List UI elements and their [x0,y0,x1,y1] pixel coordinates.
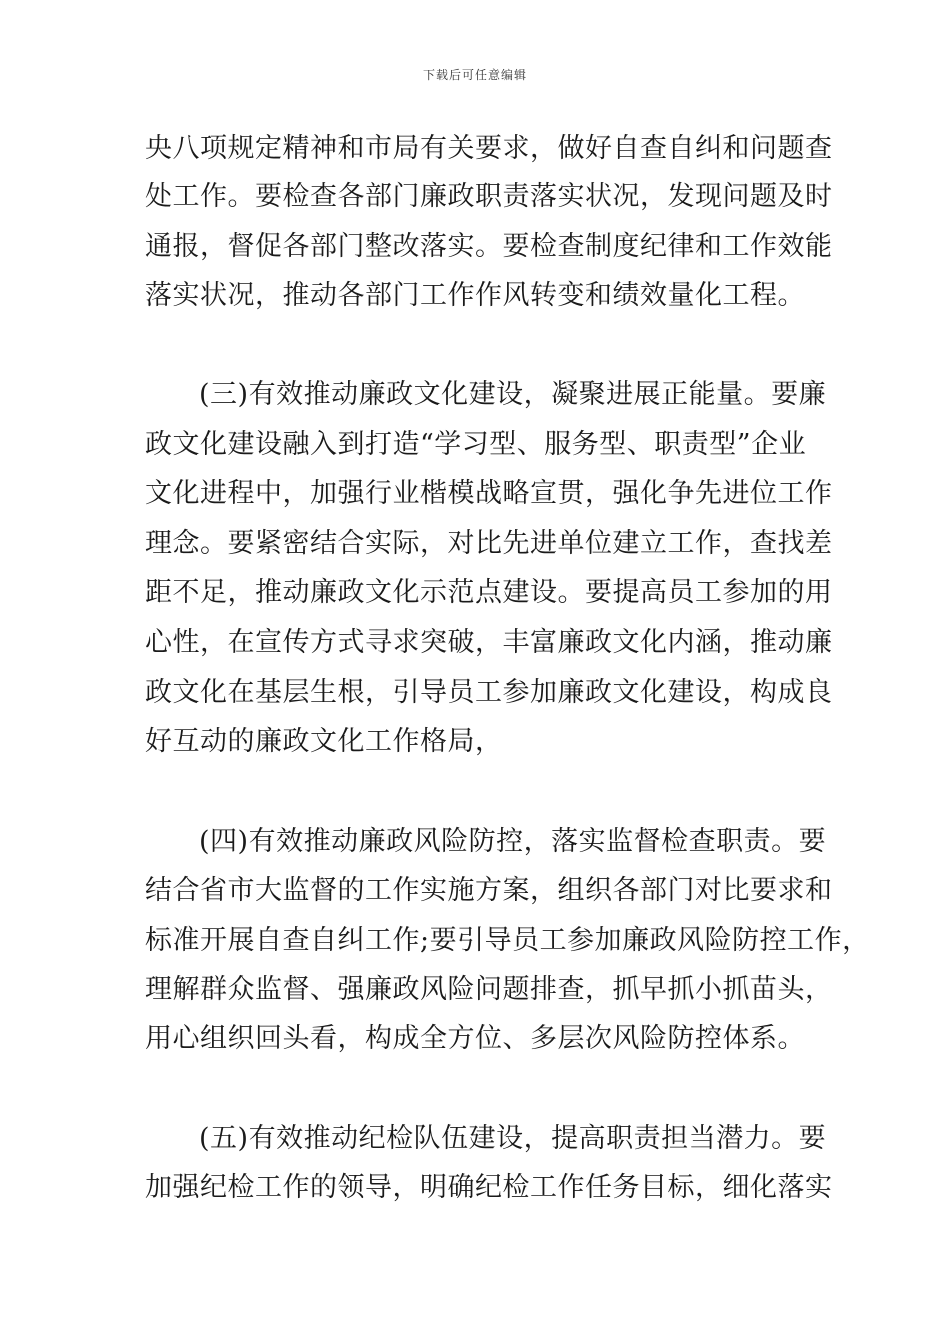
section-heading-line: (四)有效推动廉政风险防控，落实监督检查职责。要 [199,826,827,857]
text-line: 处工作。要检查各部门廉政职责落实状况，发现问题及时 [145,181,833,212]
text-line: 心性，在宣传方式寻求突破，丰富廉政文化内涵，推动廉 [145,627,833,658]
text-line: 央八项规定精神和市局有关要求，做好自查自纠和问题查 [145,133,833,164]
text-line: 文化进程中，加强行业楷模战略宣贯，强化争先进位工作 [145,478,833,509]
text-line: 结合省市大监督的工作实施方案，组织各部门对比要求和 [145,875,833,906]
text-line: 距不足，推动廉政文化示范点建设。要提高员工参加的用 [145,577,833,608]
text-line: 政文化在基层生根，引导员工参加廉政文化建设，构成良 [145,677,833,708]
header-note: 下载后可任意编辑 [422,68,527,82]
text-line: 标准开展自查自纠工作;要引导员工参加廉政风险防控工作， [145,925,870,956]
text-line: 理解群众监督、强廉政风险问题排查，抓早抓小抓苗头， [145,974,833,1005]
text-line: 通报，督促各部门整改落实。要检查制度纪律和工作效能 [145,231,833,262]
text-line: 加强纪检工作的领导，明确纪检工作任务目标，细化落实 [145,1172,833,1203]
text-line: 好互动的廉政文化工作格局， [145,726,503,757]
text-line: 落实状况，推动各部门工作作风转变和绩效量化工程。 [145,280,805,311]
section-heading-line: (三)有效推动廉政文化建设，凝聚进展正能量。要廉 [199,379,827,410]
text-line: 政文化建设融入到打造“学习型、服务型、职责型”企业 [145,429,807,460]
text-line: 用心组织回头看，构成全方位、多层次风险防控体系。 [145,1023,805,1054]
text-line: 理念。要紧密结合实际，对比先进单位建立工作，查找差 [145,528,833,559]
section-heading-line: (五)有效推动纪检队伍建设，提高职责担当潜力。要 [199,1123,827,1154]
